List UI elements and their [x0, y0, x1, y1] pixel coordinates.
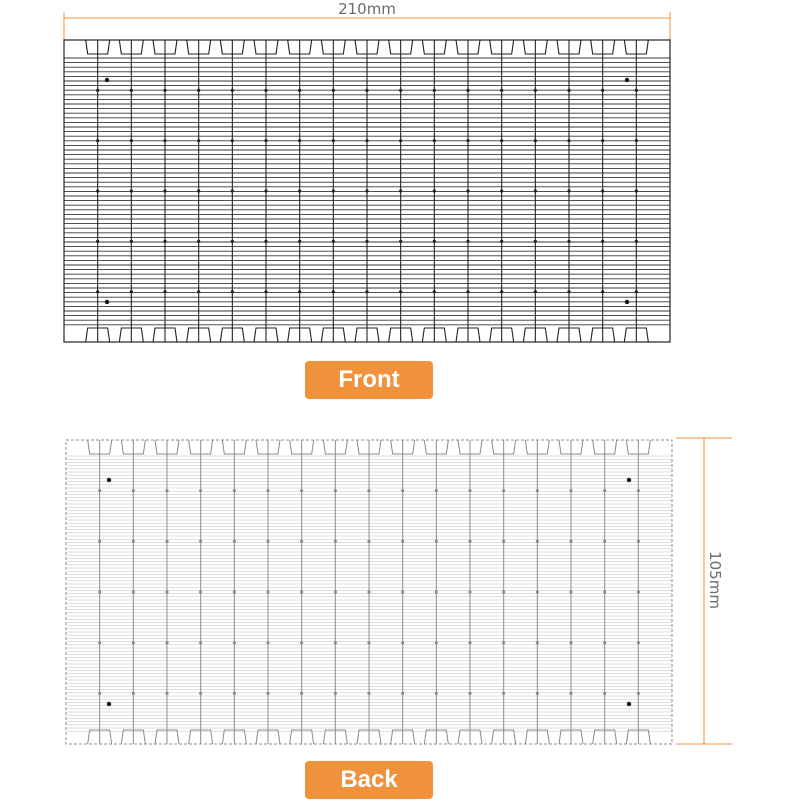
joint-dot [637, 540, 640, 543]
joint-dot [401, 489, 404, 492]
joint-dot [567, 139, 570, 142]
joint-dot [231, 139, 234, 142]
joint-dot [637, 641, 640, 644]
joint-dot [567, 89, 570, 92]
joint-dot [468, 590, 471, 593]
joint-dot [601, 139, 604, 142]
joint-dot [231, 240, 234, 243]
joint-dot [130, 240, 133, 243]
joint-dot [233, 590, 236, 593]
joint-dot [365, 240, 368, 243]
joint-dot [433, 89, 436, 92]
joint-dot [332, 189, 335, 192]
joint-dot [365, 89, 368, 92]
joint-dot [399, 89, 402, 92]
joint-dot [603, 540, 606, 543]
joint-dot [466, 290, 469, 293]
joint-dot [197, 89, 200, 92]
joint-dot [199, 489, 202, 492]
joint-dot [163, 189, 166, 192]
joint-dot [399, 290, 402, 293]
joint-dot [569, 590, 572, 593]
joint-dot [264, 189, 267, 192]
joint-dot [130, 290, 133, 293]
joint-dot [132, 692, 135, 695]
joint-dot [367, 489, 370, 492]
joint-dot [231, 290, 234, 293]
joint-dot [637, 692, 640, 695]
joint-dot [96, 89, 99, 92]
joint-dot [569, 692, 572, 695]
joint-dot [266, 590, 269, 593]
joint-dot [266, 489, 269, 492]
joint-dot [433, 189, 436, 192]
joint-dot [132, 540, 135, 543]
back-label-badge: Back [305, 761, 433, 799]
joint-dot [197, 240, 200, 243]
joint-dot [536, 540, 539, 543]
joint-dot [334, 540, 337, 543]
joint-dot [536, 489, 539, 492]
joint-dot [300, 540, 303, 543]
joint-dot [468, 489, 471, 492]
joint-dot [401, 590, 404, 593]
joint-dot [635, 240, 638, 243]
joint-dot [199, 692, 202, 695]
joint-dot [603, 641, 606, 644]
joint-dot [264, 290, 267, 293]
joint-dot [433, 240, 436, 243]
joint-dot [399, 240, 402, 243]
joint-dot [233, 692, 236, 695]
joint-dot [96, 290, 99, 293]
joint-dot [332, 290, 335, 293]
joint-dot [601, 189, 604, 192]
mounting-point [627, 478, 631, 482]
joint-dot [500, 290, 503, 293]
joint-dot [367, 590, 370, 593]
joint-dot [300, 641, 303, 644]
joint-dot [165, 590, 168, 593]
joint-dot [300, 489, 303, 492]
joint-dot [502, 590, 505, 593]
joint-dot [367, 692, 370, 695]
joint-dot [132, 489, 135, 492]
mounting-point [105, 300, 109, 304]
joint-dot [569, 489, 572, 492]
joint-dot [435, 489, 438, 492]
joint-dot [130, 139, 133, 142]
joint-dot [163, 240, 166, 243]
mounting-point [107, 702, 111, 706]
joint-dot [334, 692, 337, 695]
joint-dot [635, 189, 638, 192]
joint-dot [569, 540, 572, 543]
joint-dot [298, 89, 301, 92]
joint-dot [233, 641, 236, 644]
joint-dot [132, 590, 135, 593]
joint-dot [435, 590, 438, 593]
joint-dot [601, 89, 604, 92]
joint-dot [98, 489, 101, 492]
back-panel [66, 440, 672, 744]
joint-dot [197, 139, 200, 142]
joint-dot [603, 489, 606, 492]
joint-dot [635, 290, 638, 293]
joint-dot [332, 240, 335, 243]
joint-dot [567, 290, 570, 293]
joint-dot [165, 641, 168, 644]
joint-dot [165, 692, 168, 695]
joint-dot [233, 489, 236, 492]
joint-dot [534, 290, 537, 293]
joint-dot [163, 290, 166, 293]
joint-dot [502, 692, 505, 695]
joint-dot [165, 540, 168, 543]
joint-dot [502, 540, 505, 543]
front-panel [64, 40, 670, 342]
joint-dot [298, 240, 301, 243]
joint-dot [130, 89, 133, 92]
joint-dot [569, 641, 572, 644]
joint-dot [435, 692, 438, 695]
joint-dot [534, 89, 537, 92]
joint-dot [502, 641, 505, 644]
joint-dot [266, 641, 269, 644]
mounting-point [105, 78, 109, 82]
joint-dot [332, 139, 335, 142]
width-dimension [64, 0, 670, 40]
joint-dot [435, 540, 438, 543]
joint-dot [98, 641, 101, 644]
joint-dot [163, 89, 166, 92]
joint-dot [199, 590, 202, 593]
joint-dot [334, 641, 337, 644]
joint-dot [233, 540, 236, 543]
joint-dot [300, 692, 303, 695]
joint-dot [536, 641, 539, 644]
joint-dot [130, 189, 133, 192]
joint-dot [466, 240, 469, 243]
joint-dot [502, 489, 505, 492]
joint-dot [534, 139, 537, 142]
joint-dot [603, 692, 606, 695]
joint-dot [500, 189, 503, 192]
joint-dot [199, 540, 202, 543]
joint-dot [298, 189, 301, 192]
joint-dot [264, 139, 267, 142]
joint-dot [603, 590, 606, 593]
joint-dot [266, 692, 269, 695]
joint-dot [601, 240, 604, 243]
height-dimension [676, 438, 732, 744]
joint-dot [334, 590, 337, 593]
joint-dot [401, 641, 404, 644]
joint-dot [635, 89, 638, 92]
joint-dot [332, 89, 335, 92]
joint-dot [435, 641, 438, 644]
joint-dot [96, 189, 99, 192]
joint-dot [231, 189, 234, 192]
joint-dot [466, 139, 469, 142]
joint-dot [567, 240, 570, 243]
joint-dot [367, 540, 370, 543]
joint-dot [637, 489, 640, 492]
joint-dot [466, 189, 469, 192]
front-label-badge: Front [305, 361, 433, 399]
joint-dot [197, 189, 200, 192]
joint-dot [264, 89, 267, 92]
joint-dot [96, 139, 99, 142]
joint-dot [163, 139, 166, 142]
joint-dot [401, 540, 404, 543]
joint-dot [300, 590, 303, 593]
mounting-point [627, 702, 631, 706]
joint-dot [500, 139, 503, 142]
joint-dot [466, 89, 469, 92]
joint-dot [433, 139, 436, 142]
joint-dot [197, 290, 200, 293]
joint-dot [132, 641, 135, 644]
joint-dot [635, 139, 638, 142]
joint-dot [536, 692, 539, 695]
joint-dot [468, 540, 471, 543]
joint-dot [98, 692, 101, 695]
joint-dot [468, 692, 471, 695]
joint-dot [298, 139, 301, 142]
joint-dot [399, 139, 402, 142]
joint-dot [96, 240, 99, 243]
joint-dot [98, 590, 101, 593]
joint-dot [231, 89, 234, 92]
joint-dot [536, 590, 539, 593]
joint-dot [165, 489, 168, 492]
joint-dot [637, 590, 640, 593]
joint-dot [534, 189, 537, 192]
mounting-point [625, 78, 629, 82]
height-dimension-label: 105mm [706, 551, 724, 609]
joint-dot [601, 290, 604, 293]
joint-dot [367, 641, 370, 644]
joint-dot [399, 189, 402, 192]
joint-dot [433, 290, 436, 293]
mounting-point [107, 478, 111, 482]
joint-dot [567, 189, 570, 192]
joint-dot [298, 290, 301, 293]
width-dimension-label: 210mm [338, 0, 396, 18]
joint-dot [500, 240, 503, 243]
joint-dot [500, 89, 503, 92]
joint-dot [534, 240, 537, 243]
joint-dot [264, 240, 267, 243]
joint-dot [365, 189, 368, 192]
joint-dot [365, 139, 368, 142]
joint-dot [98, 540, 101, 543]
joint-dot [401, 692, 404, 695]
joint-dot [266, 540, 269, 543]
mounting-point [625, 300, 629, 304]
joint-dot [334, 489, 337, 492]
joint-dot [468, 641, 471, 644]
joint-dot [199, 641, 202, 644]
joint-dot [365, 290, 368, 293]
